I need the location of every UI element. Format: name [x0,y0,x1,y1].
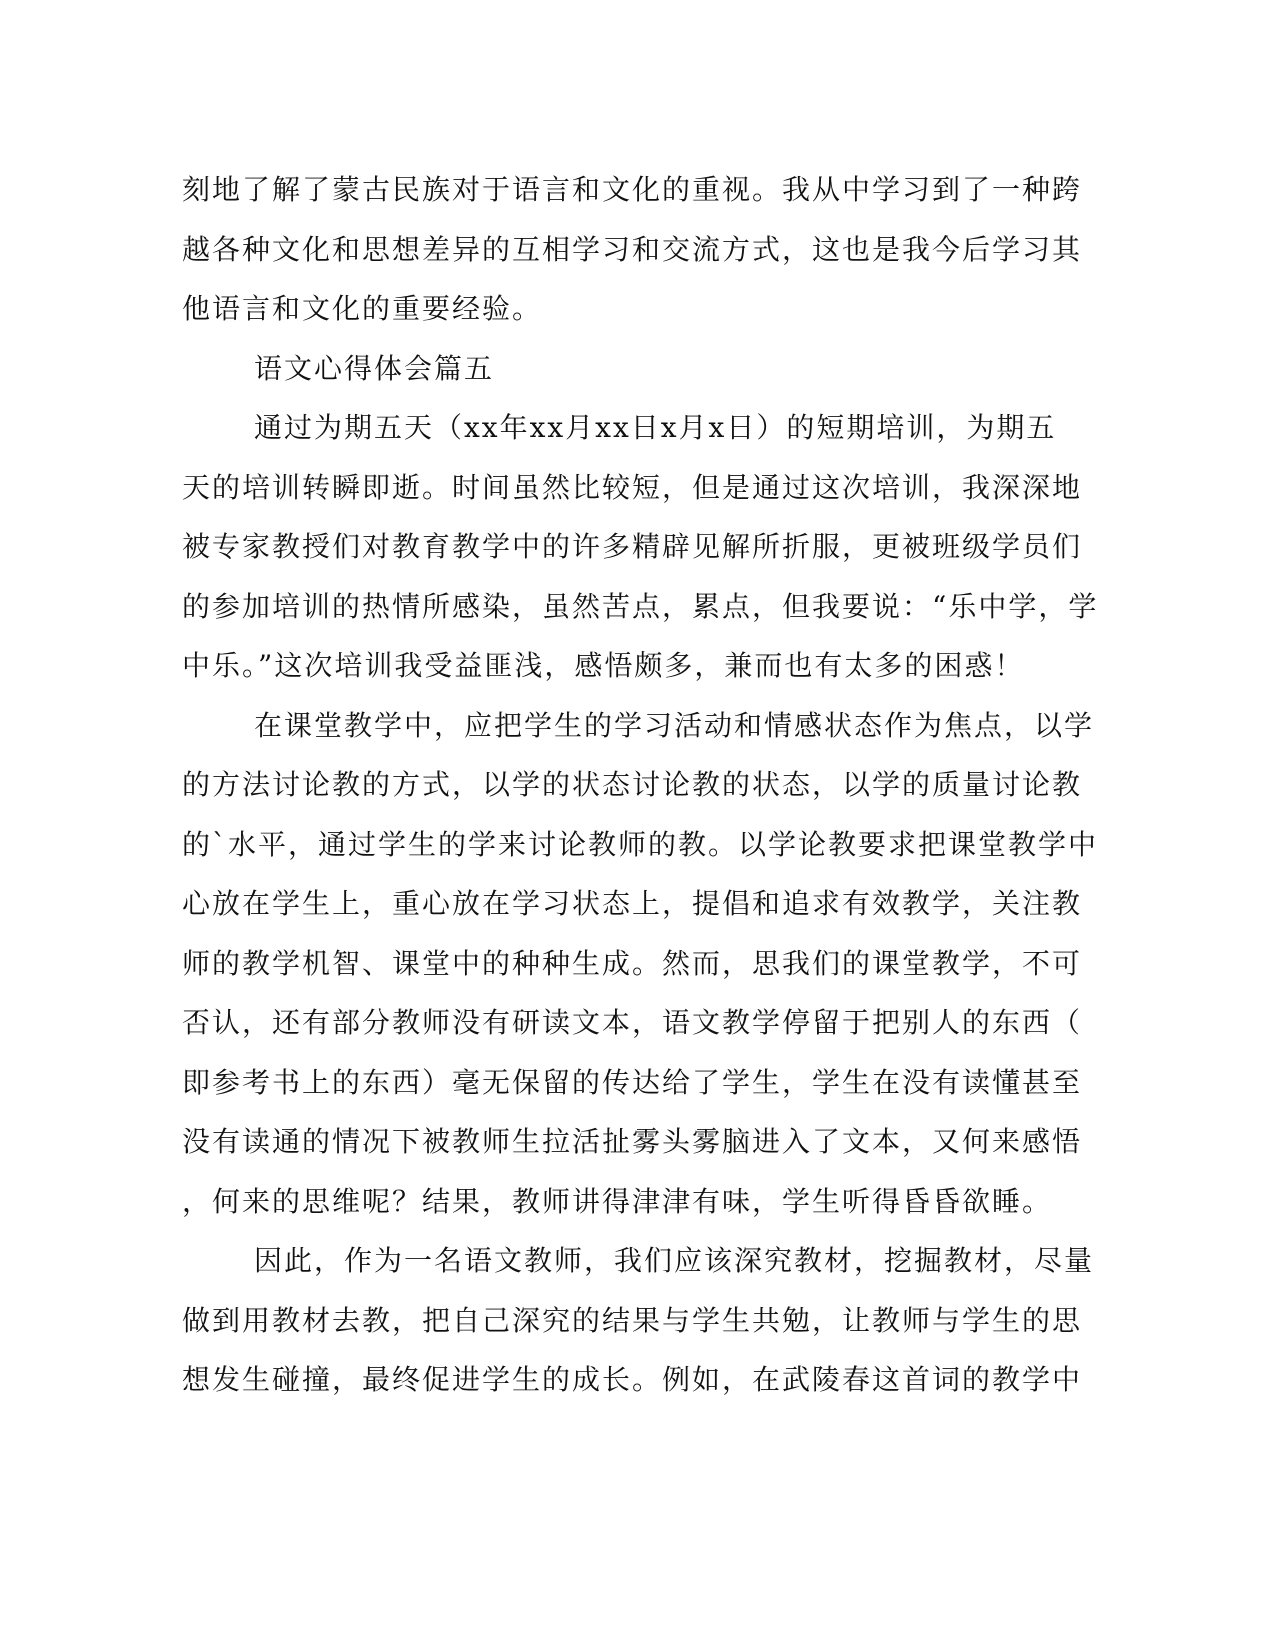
text-line: 心放在学生上，重心放在学习状态上，提倡和追求有效教学，关注教 [182,887,1083,920]
text-line: 他语言和文化的重要经验。 [182,292,543,325]
text-line: 刻地了解了蒙古民族对于语言和文化的重视。我从中学习到了一种跨 [182,173,1083,206]
text-line: 没有读通的情况下被教师生拉活扯雾头雾脑进入了文本，又何来感悟 [182,1125,1083,1158]
body-text [182,160,1099,1410]
text-line: 被专家教授们对教育教学中的许多精辟见解所折服，更被班级学员们 [182,530,1083,563]
text-line: 的`水平，通过学生的学来讨论教师的教。以学论教要求把课堂教学中 [182,827,1099,861]
text-line: 天的培训转瞬即逝。时间虽然比较短，但是通过这次培训，我深深地 [182,470,1083,504]
text-line: 越各种文化和思想差异的互相学习和交流方式，这也是我今后学习其 [182,232,1083,266]
text-line: 师的教学机智、课堂中的种种生成。然而，思我们的课堂教学，不可 [182,946,1083,980]
section-heading: 语文心得体会篇五 [254,351,495,385]
text-line: 做到用教材去教，把自己深究的结果与学生共勉，让教师与学生的思 [182,1303,1083,1337]
paragraph-start: 在课堂教学中，应把学生的学习活动和情感状态作为焦点，以学 [254,708,1095,742]
text-line: 的方法讨论教的方式，以学的状态讨论教的状态，以学的质量讨论教 [182,768,1083,801]
text-line: 想发生碰撞，最终促进学生的成长。例如，在武陵春这首词的教学中 [182,1363,1083,1396]
text-line: 即参考书上的东西）毫无保留的传达给了学生，学生在没有读懂甚至 [182,1065,1083,1099]
text-line: 否认，还有部分教师没有研读文本，语文教学停留于把别人的东西（ [182,1006,1083,1039]
paragraph-start: 通过为期五天（xx年xx月xx日x月x日）的短期培训，为期五 [254,411,1057,444]
text-line: ，何来的思维呢？结果，教师讲得津津有味，学生听得昏昏欲睡。 [182,1184,1053,1218]
paragraph-start: 因此，作为一名语文教师，我们应该深究教材，挖掘教材，尽量 [254,1244,1095,1277]
text-line: 的参加培训的热情所感染，虽然苦点，累点，但我要说：“乐中学，学 [182,589,1099,623]
text-line: 中乐。”这次培训我受益匪浅，感悟颇多，兼而也有太多的困惑！ [182,649,1025,682]
